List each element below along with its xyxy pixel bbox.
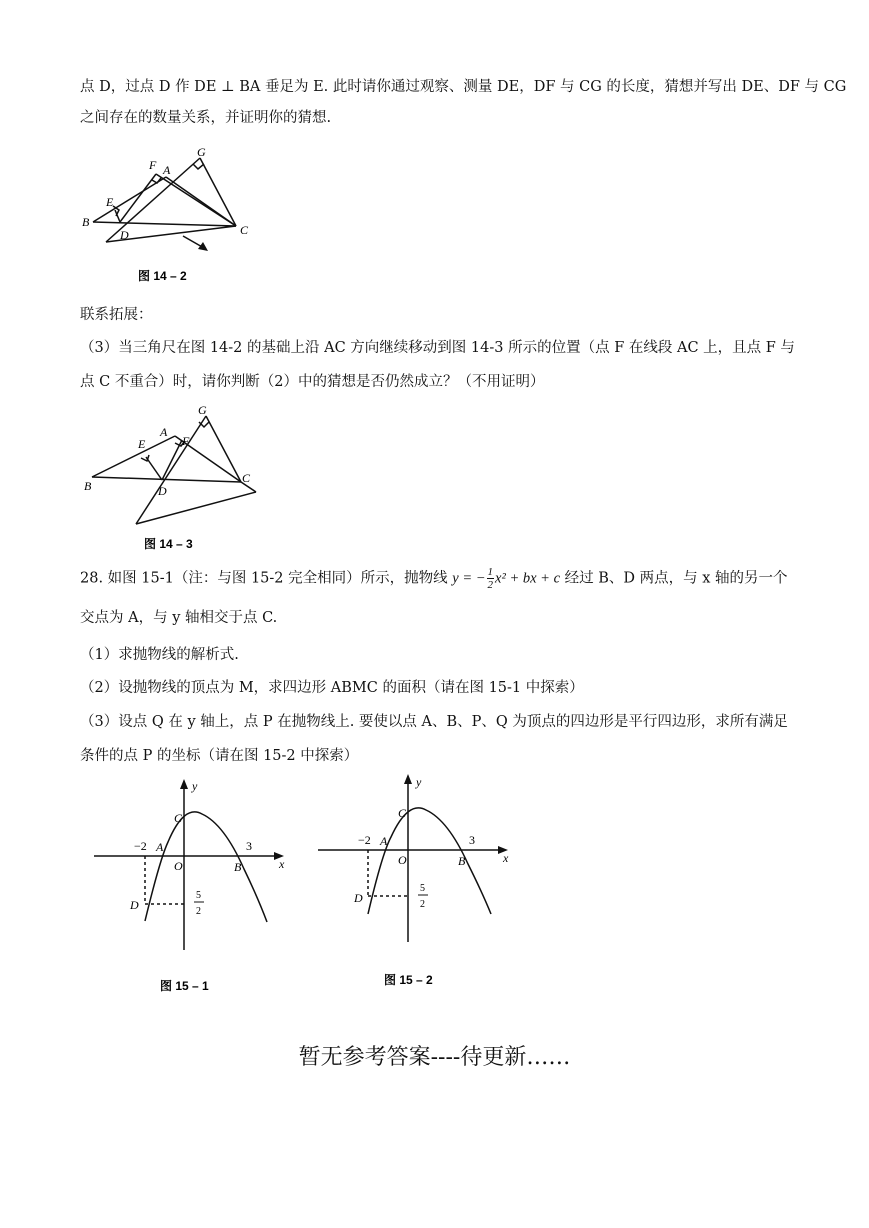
eq-denominator: 2 <box>487 579 494 591</box>
fig15-2-caption: 图 15 – 2 <box>384 973 433 987</box>
label-two: 2 <box>196 906 201 917</box>
fig14-3-line-GC <box>206 416 241 482</box>
label-D: D <box>354 891 363 905</box>
label-A: A <box>380 834 388 848</box>
fig14-2-line-GC <box>200 158 236 226</box>
p28-intro-b: 经过 B、D 两点，与 x 轴的另一个 <box>560 570 788 587</box>
fig14-3-right-angle-E <box>141 455 149 461</box>
p27-q3-line1: （3）当三角尺在图 14-2 的基础上沿 AC 方向继续移动到图 14-3 所示的位置（点 F 在线段 AC 上，且点 F 与 <box>80 340 795 356</box>
fig14-3-line-DF <box>162 440 182 480</box>
p28-q3-line2: 条件的点 P 的坐标（请在图 15-2 中探索） <box>80 748 359 764</box>
fig14-3-line-BA <box>92 436 175 477</box>
label-F: F <box>182 434 190 448</box>
label-x: x <box>503 851 509 865</box>
fig15-2-parabola <box>368 808 491 914</box>
figure-15-1 <box>92 774 292 999</box>
label-A: A <box>163 163 171 177</box>
label-3: 3 <box>469 833 475 847</box>
label-neg2: −2 <box>358 833 371 847</box>
label-A: A <box>160 425 168 439</box>
fig14-3-right-angle-G <box>199 422 209 427</box>
fig14-3-caption: 图 14 – 3 <box>144 537 193 551</box>
fig14-3-line-DE <box>146 457 162 480</box>
fig14-2-line-BC <box>93 222 236 226</box>
fig14-2-caption: 图 14 – 2 <box>138 269 187 283</box>
label-D: D <box>130 898 139 912</box>
p28-q2: （2）设抛物线的顶点为 M，求四边形 ABMC 的面积（请在图 15-1 中探索） <box>80 680 584 696</box>
label-y: y <box>416 775 422 789</box>
eq-rest: x² + bx + c <box>495 570 561 587</box>
eq-fraction <box>487 566 495 591</box>
p28-line2: 交点为 A，与 y 轴相交于点 C. <box>80 610 278 626</box>
label-two: 2 <box>420 899 425 910</box>
label-O: O <box>398 853 407 867</box>
label-O: O <box>174 859 183 873</box>
figure-14-3 <box>78 402 278 552</box>
p28-intro <box>80 566 788 591</box>
label-E: E <box>138 437 146 451</box>
label-five: 5 <box>420 883 425 894</box>
p28-q1: （1）求抛物线的解析式. <box>80 647 239 663</box>
figure-14-2 <box>78 140 268 290</box>
fig14-2-line-DF <box>120 174 156 222</box>
label-G: G <box>198 403 207 417</box>
label-C: C <box>242 471 251 485</box>
label-3: 3 <box>246 839 252 853</box>
fig14-2-line-FC <box>156 174 236 226</box>
label-F: F <box>149 158 157 172</box>
fig15-1-parabola <box>145 812 267 922</box>
label-C: C <box>240 223 249 237</box>
label-E: E <box>106 195 114 209</box>
label-five: 5 <box>196 890 201 901</box>
label-A: A <box>156 840 164 854</box>
eq-y: y = − <box>452 570 486 587</box>
label-B: B <box>234 860 242 874</box>
label-B: B <box>458 854 466 868</box>
label-neg2: −2 <box>134 839 147 853</box>
no-answer-footer: 暂无参考答案----待更新…… <box>298 1045 571 1070</box>
p27-line1: 点 D，过点 D 作 DE ⊥ BA 垂足为 E. 此时请你通过观察、测量 DE，DF 与 CG 的长度，猜想并写出 DE、DF 与 CG <box>80 79 847 95</box>
extension-title: 联系拓展： <box>80 307 153 323</box>
label-B: B <box>84 479 92 493</box>
fig15-1-caption: 图 15 – 1 <box>160 979 209 993</box>
label-y: y <box>192 779 198 793</box>
p27-line2: 之间存在的数量关系，并证明你的猜想. <box>80 110 332 126</box>
label-x: x <box>279 857 285 871</box>
eq-numerator: 1 <box>487 566 494 578</box>
label-G: G <box>197 145 206 159</box>
p28-q3-line1: （3）设点 Q 在 y 轴上，点 P 在抛物线上. 要使以点 A、B、P、Q 为顶点的四边形是平行四边形，求所有满足 <box>80 714 788 730</box>
label-D: D <box>120 228 129 242</box>
fig14-2-right-angle-G <box>193 164 204 169</box>
label-B: B <box>82 215 90 229</box>
p27-q3-line2: 点 C 不重合）时，请你判断（2）中的猜想是否仍然成立？（不用证明） <box>80 374 545 390</box>
label-C: C <box>174 811 183 825</box>
fig14-2-line-BA <box>93 177 166 222</box>
figure-15-2 <box>316 774 516 999</box>
label-D: D <box>158 484 167 498</box>
p28-intro-a: 28. 如图 15-1（注：与图 15-2 完全相同）所示，抛物线 <box>80 570 453 587</box>
label-C: C <box>398 806 407 820</box>
